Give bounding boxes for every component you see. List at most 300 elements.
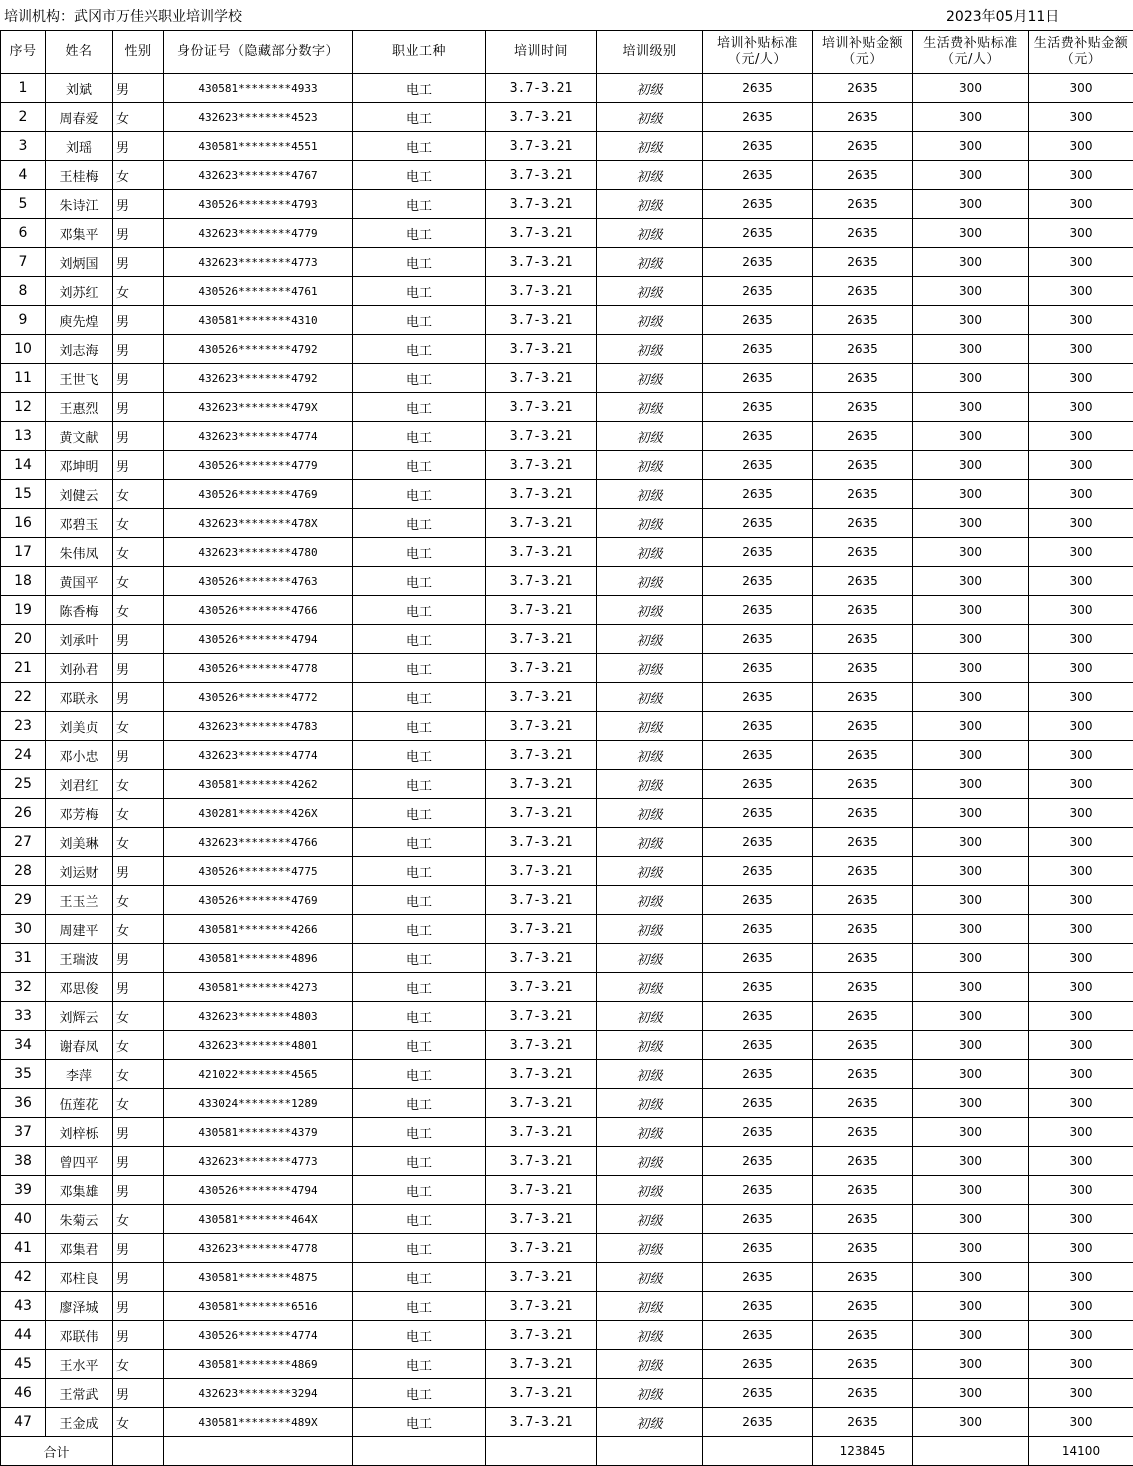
row-training-subsidy-standard: 2635 [703, 741, 813, 770]
col-header-training-subsidy-standard: 培训补贴标准（元/人） [703, 31, 813, 74]
row-training-subsidy-standard: 2635 [703, 306, 813, 335]
row-gender: 女 [113, 712, 164, 741]
row-id-number: 432623********4767 [164, 161, 353, 190]
table-row [1, 886, 1133, 915]
row-name: 刘运财 [46, 857, 113, 886]
row-living-subsidy-amount: 300 [1029, 770, 1133, 799]
row-gender: 女 [113, 1031, 164, 1060]
row-training-subsidy-standard: 2635 [703, 1205, 813, 1234]
table-row [1, 161, 1133, 190]
row-living-subsidy-amount: 300 [1029, 915, 1133, 944]
table-row [1, 103, 1133, 132]
table-row [1, 306, 1133, 335]
row-training-subsidy-amount: 2635 [813, 1205, 913, 1234]
row-training-subsidy-standard: 2635 [703, 103, 813, 132]
row-training-level: 初级 [597, 770, 703, 799]
row-training-level: 初级 [597, 973, 703, 1002]
row-seq: 1 [1, 74, 46, 103]
row-living-subsidy-amount: 300 [1029, 393, 1133, 422]
row-living-subsidy-standard: 300 [913, 1118, 1029, 1147]
row-living-subsidy-standard: 300 [913, 886, 1029, 915]
row-living-subsidy-standard: 300 [913, 1089, 1029, 1118]
row-id-number: 430281********426X [164, 799, 353, 828]
row-training-time: 3.7-3.21 [486, 828, 597, 857]
row-name: 邓集平 [46, 219, 113, 248]
row-training-subsidy-standard: 2635 [703, 886, 813, 915]
row-occupation: 电工 [353, 1031, 486, 1060]
table-row [1, 683, 1133, 712]
table-row [1, 1234, 1133, 1263]
row-training-time: 3.7-3.21 [486, 103, 597, 132]
row-gender: 男 [113, 1263, 164, 1292]
row-training-subsidy-amount: 2635 [813, 306, 913, 335]
row-training-subsidy-amount: 2635 [813, 1379, 913, 1408]
row-living-subsidy-amount: 300 [1029, 335, 1133, 364]
table-row [1, 799, 1133, 828]
row-training-time: 3.7-3.21 [486, 1031, 597, 1060]
row-occupation: 电工 [353, 712, 486, 741]
row-id-number: 432623********478X [164, 509, 353, 538]
row-training-time: 3.7-3.21 [486, 1292, 597, 1321]
row-training-subsidy-standard: 2635 [703, 1321, 813, 1350]
row-name: 邓思俊 [46, 973, 113, 1002]
row-id-number: 430526********4763 [164, 567, 353, 596]
row-living-subsidy-standard: 300 [913, 1147, 1029, 1176]
row-seq: 15 [1, 480, 46, 509]
row-occupation: 电工 [353, 1408, 486, 1437]
row-occupation: 电工 [353, 1263, 486, 1292]
row-id-number: 430526********4794 [164, 625, 353, 654]
row-training-level: 初级 [597, 1060, 703, 1089]
row-training-subsidy-amount: 2635 [813, 683, 913, 712]
sheet-header [0, 0, 1133, 30]
row-living-subsidy-standard: 300 [913, 828, 1029, 857]
row-training-level: 初级 [597, 654, 703, 683]
row-living-subsidy-standard: 300 [913, 1234, 1029, 1263]
row-training-subsidy-standard: 2635 [703, 654, 813, 683]
row-living-subsidy-amount: 300 [1029, 480, 1133, 509]
row-name: 王常武 [46, 1379, 113, 1408]
row-gender: 女 [113, 161, 164, 190]
table-row [1, 277, 1133, 306]
row-living-subsidy-amount: 300 [1029, 1147, 1133, 1176]
table-row [1, 741, 1133, 770]
row-living-subsidy-standard: 300 [913, 190, 1029, 219]
row-gender: 男 [113, 1234, 164, 1263]
row-id-number: 432623********479X [164, 393, 353, 422]
row-living-subsidy-amount: 300 [1029, 973, 1133, 1002]
row-occupation: 电工 [353, 219, 486, 248]
table-row [1, 770, 1133, 799]
row-living-subsidy-amount: 300 [1029, 74, 1133, 103]
total-living-amount: 14100 [1029, 1437, 1133, 1466]
row-seq: 21 [1, 654, 46, 683]
row-living-subsidy-amount: 300 [1029, 944, 1133, 973]
row-training-level: 初级 [597, 1176, 703, 1205]
row-training-subsidy-amount: 2635 [813, 393, 913, 422]
row-training-subsidy-standard: 2635 [703, 712, 813, 741]
row-name: 邓集雄 [46, 1176, 113, 1205]
row-living-subsidy-amount: 300 [1029, 625, 1133, 654]
row-id-number: 430581********4379 [164, 1118, 353, 1147]
table-row [1, 1205, 1133, 1234]
row-name: 邓联永 [46, 683, 113, 712]
row-gender: 女 [113, 1205, 164, 1234]
row-training-level: 初级 [597, 335, 703, 364]
row-seq: 36 [1, 1089, 46, 1118]
row-living-subsidy-amount: 300 [1029, 1089, 1133, 1118]
row-training-subsidy-standard: 2635 [703, 1292, 813, 1321]
row-id-number: 430526********4779 [164, 451, 353, 480]
row-training-subsidy-amount: 2635 [813, 190, 913, 219]
row-training-subsidy-amount: 2635 [813, 857, 913, 886]
row-training-subsidy-amount: 2635 [813, 1350, 913, 1379]
row-id-number: 432623********4792 [164, 364, 353, 393]
row-gender: 男 [113, 741, 164, 770]
row-gender: 女 [113, 770, 164, 799]
row-training-level: 初级 [597, 509, 703, 538]
row-occupation: 电工 [353, 248, 486, 277]
row-living-subsidy-standard: 300 [913, 625, 1029, 654]
row-occupation: 电工 [353, 683, 486, 712]
row-training-subsidy-amount: 2635 [813, 103, 913, 132]
row-living-subsidy-amount: 300 [1029, 567, 1133, 596]
row-occupation: 电工 [353, 306, 486, 335]
row-training-subsidy-amount: 2635 [813, 799, 913, 828]
row-training-time: 3.7-3.21 [486, 712, 597, 741]
row-gender: 女 [113, 828, 164, 857]
row-occupation: 电工 [353, 132, 486, 161]
row-training-level: 初级 [597, 422, 703, 451]
row-living-subsidy-standard: 300 [913, 161, 1029, 190]
row-name: 王瑞波 [46, 944, 113, 973]
row-training-subsidy-standard: 2635 [703, 973, 813, 1002]
row-living-subsidy-amount: 300 [1029, 219, 1133, 248]
row-seq: 25 [1, 770, 46, 799]
row-living-subsidy-amount: 300 [1029, 741, 1133, 770]
row-seq: 40 [1, 1205, 46, 1234]
row-name: 邓集君 [46, 1234, 113, 1263]
row-seq: 18 [1, 567, 46, 596]
col-header-training-subsidy-amount: 培训补贴金额（元） [813, 31, 913, 74]
row-id-number: 430526********4792 [164, 335, 353, 364]
row-training-level: 初级 [597, 596, 703, 625]
row-training-subsidy-amount: 2635 [813, 596, 913, 625]
row-id-number: 430581********4869 [164, 1350, 353, 1379]
row-name: 黄国平 [46, 567, 113, 596]
row-training-time: 3.7-3.21 [486, 625, 597, 654]
row-living-subsidy-standard: 300 [913, 1002, 1029, 1031]
row-training-subsidy-standard: 2635 [703, 915, 813, 944]
row-name: 朱伟凤 [46, 538, 113, 567]
row-training-time: 3.7-3.21 [486, 509, 597, 538]
row-training-time: 3.7-3.21 [486, 1350, 597, 1379]
row-occupation: 电工 [353, 538, 486, 567]
row-gender: 男 [113, 857, 164, 886]
row-gender: 男 [113, 190, 164, 219]
row-living-subsidy-standard: 300 [913, 1205, 1029, 1234]
row-training-subsidy-amount: 2635 [813, 1408, 913, 1437]
row-living-subsidy-standard: 300 [913, 422, 1029, 451]
row-id-number: 432623********4774 [164, 741, 353, 770]
row-seq: 13 [1, 422, 46, 451]
row-training-time: 3.7-3.21 [486, 219, 597, 248]
row-name: 谢春凤 [46, 1031, 113, 1060]
row-gender: 女 [113, 1350, 164, 1379]
row-training-time: 3.7-3.21 [486, 1002, 597, 1031]
row-living-subsidy-standard: 300 [913, 480, 1029, 509]
row-training-level: 初级 [597, 161, 703, 190]
row-gender: 男 [113, 654, 164, 683]
row-training-time: 3.7-3.21 [486, 1321, 597, 1350]
row-name: 刘斌 [46, 74, 113, 103]
row-name: 刘君红 [46, 770, 113, 799]
row-id-number: 430526********4761 [164, 277, 353, 306]
row-gender: 女 [113, 103, 164, 132]
row-training-time: 3.7-3.21 [486, 596, 597, 625]
row-name: 刘美琳 [46, 828, 113, 857]
row-living-subsidy-amount: 300 [1029, 654, 1133, 683]
row-id-number: 430526********4778 [164, 654, 353, 683]
row-gender: 男 [113, 248, 164, 277]
row-occupation: 电工 [353, 422, 486, 451]
row-living-subsidy-standard: 300 [913, 770, 1029, 799]
row-occupation: 电工 [353, 596, 486, 625]
row-gender: 男 [113, 683, 164, 712]
row-seq: 39 [1, 1176, 46, 1205]
row-name: 周建平 [46, 915, 113, 944]
table-row [1, 1176, 1133, 1205]
row-id-number: 432623********4773 [164, 1147, 353, 1176]
row-seq: 31 [1, 944, 46, 973]
table-row [1, 393, 1133, 422]
row-occupation: 电工 [353, 741, 486, 770]
row-training-level: 初级 [597, 741, 703, 770]
row-name: 刘辉云 [46, 1002, 113, 1031]
row-seq: 19 [1, 596, 46, 625]
row-name: 王世飞 [46, 364, 113, 393]
total-cell-empty [113, 1437, 164, 1466]
row-name: 陈香梅 [46, 596, 113, 625]
row-seq: 45 [1, 1350, 46, 1379]
row-training-subsidy-standard: 2635 [703, 1263, 813, 1292]
row-training-subsidy-standard: 2635 [703, 277, 813, 306]
row-living-subsidy-standard: 300 [913, 277, 1029, 306]
row-training-subsidy-standard: 2635 [703, 1089, 813, 1118]
row-occupation: 电工 [353, 74, 486, 103]
row-occupation: 电工 [353, 857, 486, 886]
row-gender: 女 [113, 1089, 164, 1118]
row-living-subsidy-amount: 300 [1029, 1350, 1133, 1379]
row-gender: 女 [113, 509, 164, 538]
row-training-subsidy-standard: 2635 [703, 567, 813, 596]
row-occupation: 电工 [353, 799, 486, 828]
row-seq: 28 [1, 857, 46, 886]
row-gender: 男 [113, 219, 164, 248]
row-training-subsidy-standard: 2635 [703, 422, 813, 451]
row-id-number: 432623********3294 [164, 1379, 353, 1408]
row-training-time: 3.7-3.21 [486, 944, 597, 973]
row-occupation: 电工 [353, 1176, 486, 1205]
col-header-living-subsidy-amount: 生活费补贴金额（元） [1029, 31, 1133, 74]
row-seq: 14 [1, 451, 46, 480]
table-row [1, 190, 1133, 219]
row-gender: 女 [113, 886, 164, 915]
row-training-subsidy-amount: 2635 [813, 1321, 913, 1350]
row-gender: 男 [113, 364, 164, 393]
row-living-subsidy-standard: 300 [913, 538, 1029, 567]
table-row [1, 596, 1133, 625]
row-occupation: 电工 [353, 103, 486, 132]
row-seq: 9 [1, 306, 46, 335]
row-training-level: 初级 [597, 625, 703, 654]
row-living-subsidy-amount: 300 [1029, 596, 1133, 625]
row-training-level: 初级 [597, 451, 703, 480]
row-id-number: 430581********4551 [164, 132, 353, 161]
row-living-subsidy-amount: 300 [1029, 1002, 1133, 1031]
row-training-subsidy-amount: 2635 [813, 1002, 913, 1031]
row-living-subsidy-standard: 300 [913, 857, 1029, 886]
row-living-subsidy-standard: 300 [913, 364, 1029, 393]
row-gender: 男 [113, 1176, 164, 1205]
row-name: 王桂梅 [46, 161, 113, 190]
table-row [1, 1350, 1133, 1379]
col-header-training-level: 培训级别 [597, 31, 703, 74]
row-seq: 23 [1, 712, 46, 741]
row-gender: 女 [113, 277, 164, 306]
row-training-level: 初级 [597, 1379, 703, 1408]
row-training-subsidy-amount: 2635 [813, 625, 913, 654]
row-occupation: 电工 [353, 161, 486, 190]
row-training-level: 初级 [597, 248, 703, 277]
row-training-subsidy-standard: 2635 [703, 451, 813, 480]
row-gender: 男 [113, 625, 164, 654]
row-seq: 26 [1, 799, 46, 828]
table-row [1, 857, 1133, 886]
row-id-number: 430526********4774 [164, 1321, 353, 1350]
row-name: 王金成 [46, 1408, 113, 1437]
table-row [1, 422, 1133, 451]
row-living-subsidy-amount: 300 [1029, 306, 1133, 335]
row-id-number: 430581********489X [164, 1408, 353, 1437]
row-training-level: 初级 [597, 1031, 703, 1060]
row-name: 邓碧玉 [46, 509, 113, 538]
table-row [1, 1263, 1133, 1292]
row-seq: 4 [1, 161, 46, 190]
row-id-number: 432623********4783 [164, 712, 353, 741]
row-training-level: 初级 [597, 393, 703, 422]
table-row [1, 219, 1133, 248]
row-occupation: 电工 [353, 364, 486, 393]
row-living-subsidy-standard: 300 [913, 944, 1029, 973]
row-occupation: 电工 [353, 1350, 486, 1379]
table-row [1, 973, 1133, 1002]
row-gender: 女 [113, 1408, 164, 1437]
row-training-level: 初级 [597, 219, 703, 248]
row-training-subsidy-standard: 2635 [703, 828, 813, 857]
row-gender: 男 [113, 393, 164, 422]
row-living-subsidy-amount: 300 [1029, 1379, 1133, 1408]
table-row [1, 74, 1133, 103]
col-header-living-subsidy-standard: 生活费补贴标准 （元/人） [913, 31, 1029, 74]
row-training-time: 3.7-3.21 [486, 74, 597, 103]
row-id-number: 430581********4933 [164, 74, 353, 103]
row-living-subsidy-standard: 300 [913, 219, 1029, 248]
row-name: 刘炳国 [46, 248, 113, 277]
row-training-subsidy-amount: 2635 [813, 161, 913, 190]
row-living-subsidy-amount: 300 [1029, 1408, 1133, 1437]
row-seq: 38 [1, 1147, 46, 1176]
total-cell-empty [486, 1437, 597, 1466]
row-occupation: 电工 [353, 1234, 486, 1263]
row-seq: 37 [1, 1118, 46, 1147]
row-living-subsidy-amount: 300 [1029, 422, 1133, 451]
row-training-subsidy-amount: 2635 [813, 1292, 913, 1321]
row-training-time: 3.7-3.21 [486, 248, 597, 277]
row-training-subsidy-amount: 2635 [813, 741, 913, 770]
row-living-subsidy-standard: 300 [913, 1176, 1029, 1205]
row-name: 王惠烈 [46, 393, 113, 422]
table-row [1, 1060, 1133, 1089]
row-seq: 11 [1, 364, 46, 393]
row-living-subsidy-amount: 300 [1029, 1263, 1133, 1292]
row-living-subsidy-amount: 300 [1029, 1176, 1133, 1205]
row-living-subsidy-amount: 300 [1029, 683, 1133, 712]
col-header-occupation: 职业工种 [353, 31, 486, 74]
row-training-level: 初级 [597, 480, 703, 509]
row-training-subsidy-standard: 2635 [703, 538, 813, 567]
row-seq: 8 [1, 277, 46, 306]
row-training-subsidy-amount: 2635 [813, 1089, 913, 1118]
table-row [1, 335, 1133, 364]
row-occupation: 电工 [353, 277, 486, 306]
row-living-subsidy-standard: 300 [913, 712, 1029, 741]
row-name: 刘志海 [46, 335, 113, 364]
row-id-number: 430581********4875 [164, 1263, 353, 1292]
row-gender: 男 [113, 1321, 164, 1350]
row-living-subsidy-standard: 300 [913, 741, 1029, 770]
row-training-subsidy-standard: 2635 [703, 1118, 813, 1147]
row-living-subsidy-standard: 300 [913, 567, 1029, 596]
row-training-subsidy-standard: 2635 [703, 509, 813, 538]
row-name: 伍莲花 [46, 1089, 113, 1118]
col-header-seq: 序号 [1, 31, 46, 74]
row-name: 朱菊云 [46, 1205, 113, 1234]
row-training-time: 3.7-3.21 [486, 161, 597, 190]
row-training-level: 初级 [597, 712, 703, 741]
table-row [1, 712, 1133, 741]
row-training-subsidy-standard: 2635 [703, 596, 813, 625]
row-id-number: 432623********4774 [164, 422, 353, 451]
row-training-time: 3.7-3.21 [486, 1408, 597, 1437]
row-training-level: 初级 [597, 567, 703, 596]
row-gender: 女 [113, 915, 164, 944]
row-training-time: 3.7-3.21 [486, 1118, 597, 1147]
row-training-subsidy-amount: 2635 [813, 335, 913, 364]
row-seq: 35 [1, 1060, 46, 1089]
row-training-subsidy-standard: 2635 [703, 1176, 813, 1205]
row-living-subsidy-standard: 300 [913, 335, 1029, 364]
table-row [1, 915, 1133, 944]
row-gender: 男 [113, 944, 164, 973]
table-row [1, 625, 1133, 654]
row-id-number: 432623********4778 [164, 1234, 353, 1263]
row-training-level: 初级 [597, 1147, 703, 1176]
row-training-subsidy-standard: 2635 [703, 1002, 813, 1031]
table-row [1, 1118, 1133, 1147]
row-gender: 男 [113, 1379, 164, 1408]
row-living-subsidy-amount: 300 [1029, 1234, 1133, 1263]
